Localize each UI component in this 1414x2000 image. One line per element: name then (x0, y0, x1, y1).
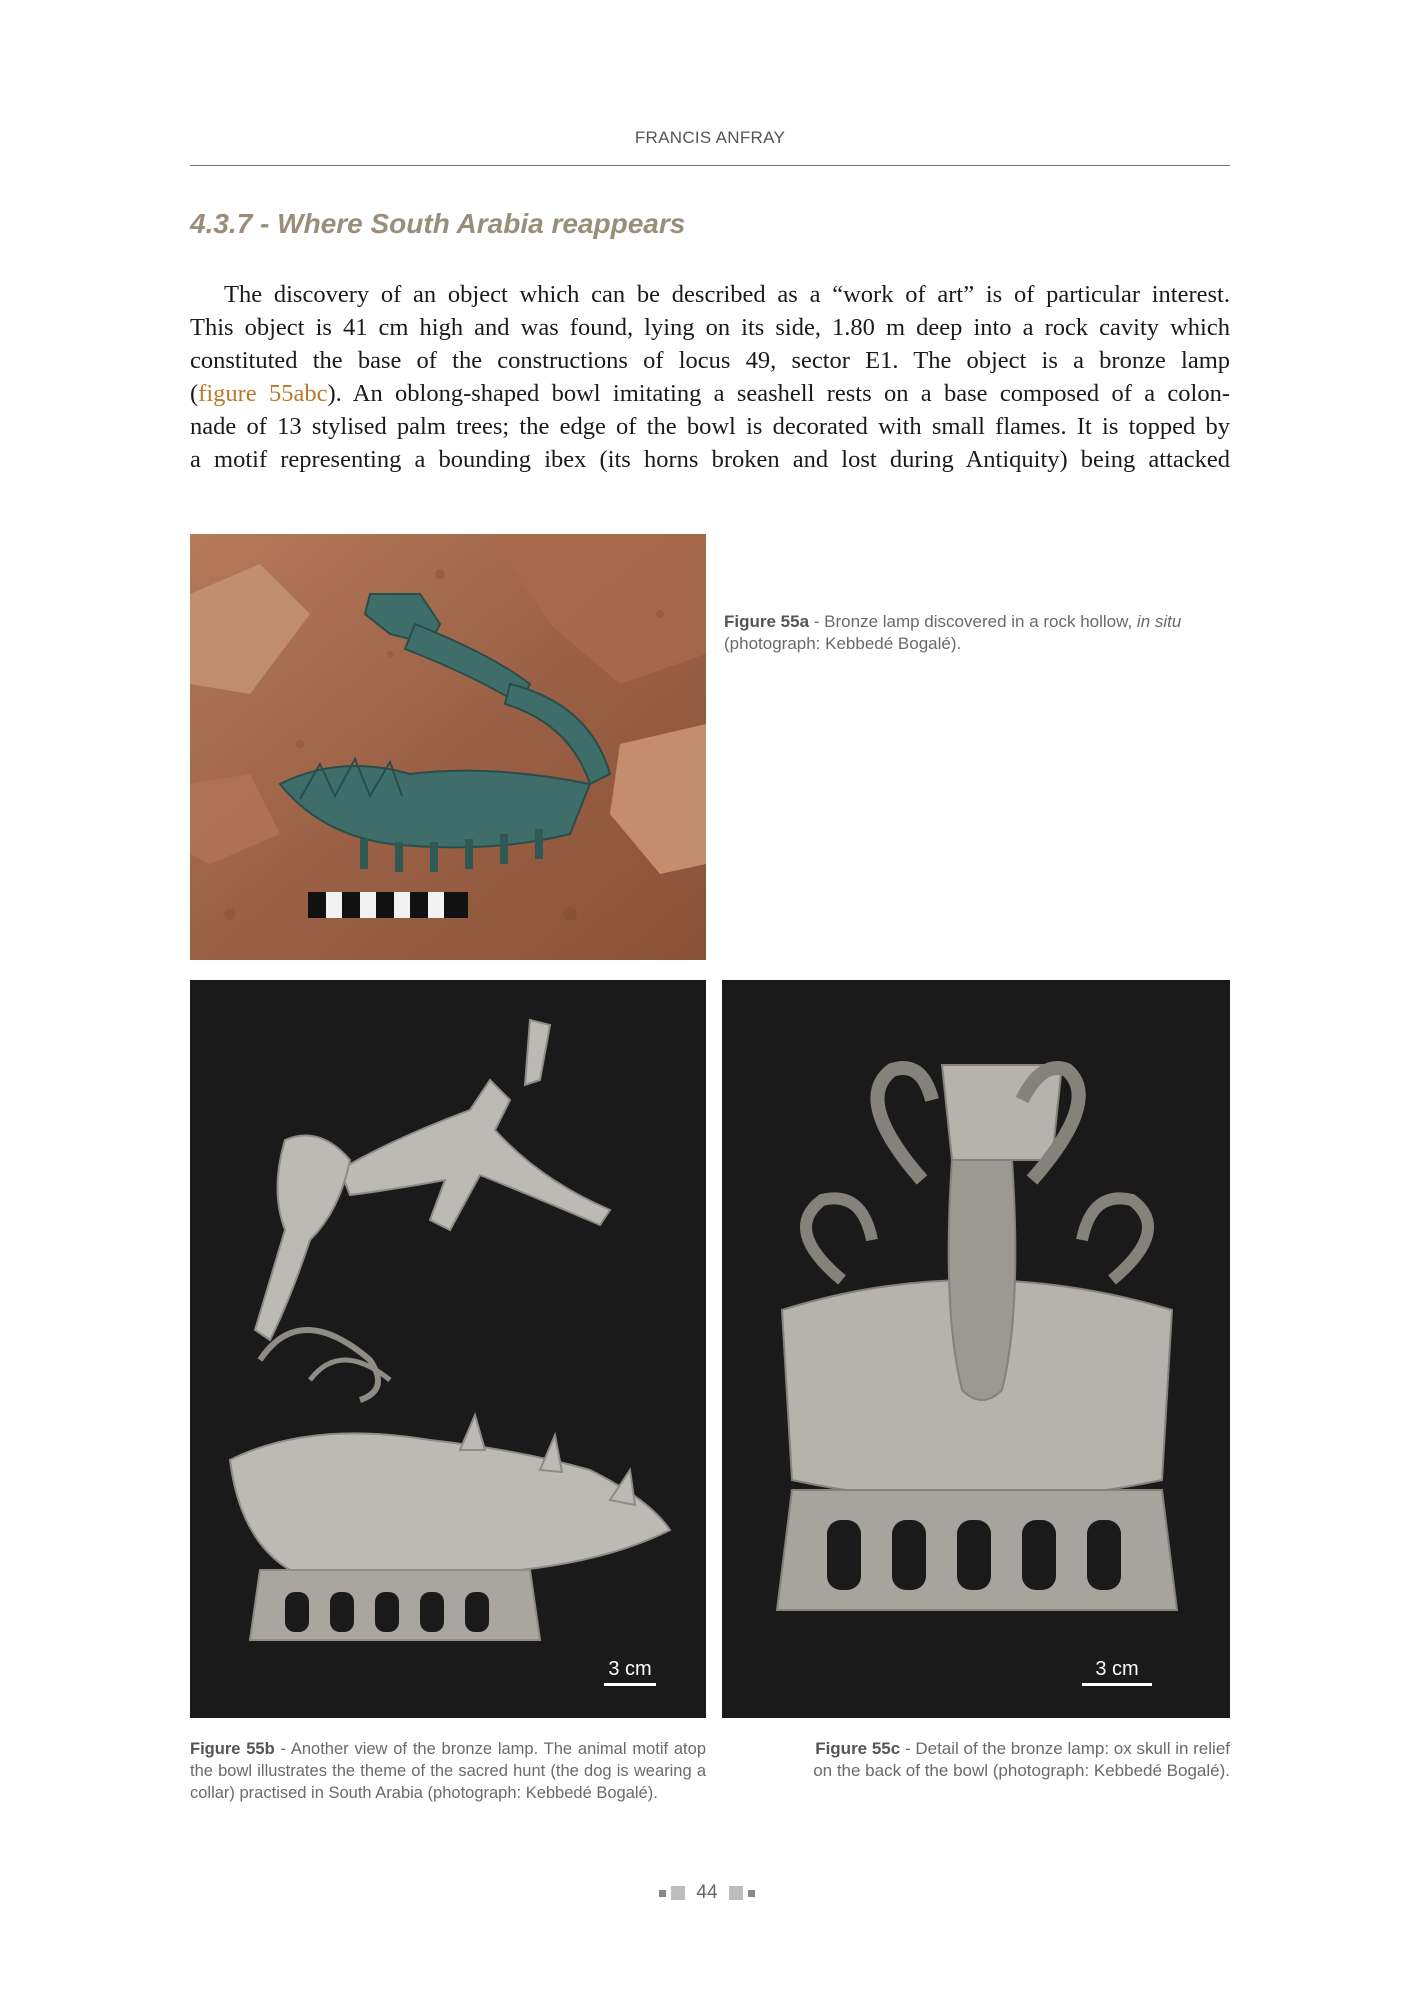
scale-rod (308, 892, 468, 918)
folio-ornament (748, 1890, 755, 1897)
paragraph-text: ). An oblong-shaped bowl imitating a seashell rests on a base composed of a colon- (327, 380, 1230, 407)
figure-55b-caption (190, 1738, 706, 1804)
body-paragraph (190, 278, 1230, 476)
paren-open: ( (190, 380, 199, 407)
paragraph-line: nade of 13 stylised palm trees; the edge of the bowl is decorated with small flames. It is topped by (190, 413, 1230, 440)
figure-55c-caption (722, 1738, 1230, 1782)
folio-ornament (671, 1886, 685, 1900)
figure-55a-caption (724, 611, 1224, 655)
scale-line (1082, 1683, 1152, 1686)
figure-reference-link[interactable]: figure 55abc (198, 380, 328, 407)
folio-ornament (659, 1890, 666, 1897)
figure-55c-photo (722, 980, 1230, 1718)
paragraph-line: a motif representing a bounding ibex (its horns broken and lost during Antiquity) being attacked (190, 446, 1230, 473)
caption-text: - Detail of the bronze lamp: ox skull in relief (900, 1739, 1230, 1758)
figure-55a-photo (190, 534, 706, 960)
paragraph-line: The discovery of an object which can be described as a “work of art” is of particular interest. (224, 281, 1230, 308)
paragraph-line: This object is 41 cm high and was found, lying on its side, 1.80 m deep into a rock cavity which (190, 314, 1230, 341)
figure-label: Figure 55a (724, 612, 810, 631)
figure-55b-photo (190, 980, 706, 1718)
scale-line (604, 1683, 656, 1686)
header-rule (190, 165, 1230, 166)
lamp-side-view-photo (190, 980, 706, 1718)
paragraph-line (190, 377, 1230, 410)
excavation-photo (190, 534, 706, 960)
caption-text: (photograph: Kebbedé Bogalé). (724, 634, 962, 653)
caption-italic: in situ (1136, 612, 1182, 631)
caption-text: - Another view of the bronze lamp. The animal motif atop the bowl illustrates the theme of the sacred hunt (the dog is wearing a collar) practised in South Arabia (photograph: Kebbedé Bogalé). (190, 1740, 706, 1802)
page-number: 44 (696, 1882, 718, 1903)
paragraph-line: constituted the base of the constructions of locus 49, sector E1. The object is a bronze lamp (190, 347, 1230, 374)
scale-bar-b (604, 1658, 656, 1686)
caption-text: on the back of the bowl (photograph: Kebbedé Bogalé). (813, 1761, 1230, 1780)
page-number-footer (0, 1882, 1414, 1904)
section-title: 4.3.7 - Where South Arabia reappears (190, 208, 686, 239)
figure-label: Figure 55c (815, 1739, 901, 1758)
caption-text: - Bronze lamp discovered in a rock hollow, (809, 612, 1137, 631)
ox-skull-detail-photo (722, 980, 1230, 1718)
running-head: FRANCIS ANFRAY (634, 128, 786, 147)
scale-label: 3 cm (608, 1658, 652, 1680)
scale-bar-c (1082, 1658, 1152, 1686)
scale-label: 3 cm (1095, 1658, 1139, 1680)
figure-label: Figure 55b (190, 1740, 275, 1758)
folio-ornament (729, 1886, 743, 1900)
